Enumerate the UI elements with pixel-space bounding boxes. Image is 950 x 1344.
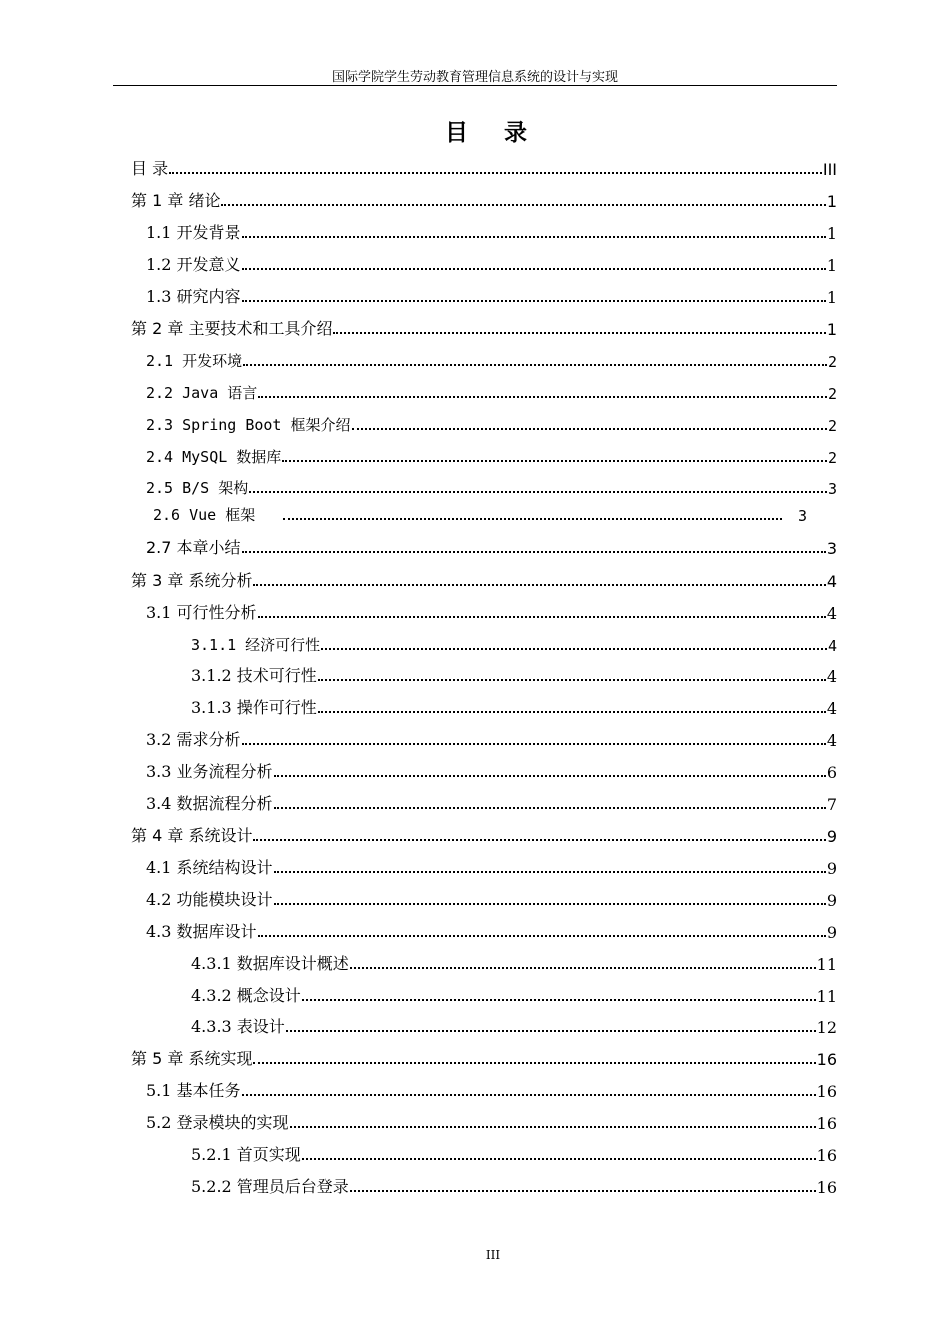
toc-entry-label: 4.3.2 概念设计 [191, 986, 301, 1005]
toc-entry-page: 4 [826, 667, 837, 686]
toc-entry-page: 16 [816, 1178, 837, 1197]
toc-entry[interactable] [146, 1109, 837, 1133]
toc-entry[interactable] [131, 315, 837, 339]
header-rule [113, 85, 837, 86]
toc-entry[interactable] [146, 474, 837, 498]
running-header: 国际学院学生劳动教育管理信息系统的设计与实现 [331, 70, 618, 85]
toc-entry[interactable] [146, 379, 837, 403]
toc-entry-page: 2 [827, 385, 837, 403]
toc-entry-page: 3 [797, 507, 807, 525]
toc-leader [350, 1190, 816, 1192]
toc-entry-label: 2.2 Java 语言 [146, 384, 258, 402]
toc-entry-page: 4 [827, 637, 837, 655]
toc-entry-page: 4 [826, 699, 837, 718]
toc-entry[interactable] [146, 918, 837, 942]
toc-entry-page: 7 [826, 795, 837, 814]
toc-entry-page: 2 [827, 353, 837, 371]
toc-entry-page: 1 [826, 256, 837, 275]
toc-leader [242, 300, 826, 302]
toc-entry-label: 3.4 数据流程分析 [146, 794, 273, 813]
toc-entry-label: 第 1 章 绪论 [131, 191, 221, 210]
toc-entry-page: 3 [826, 539, 837, 558]
toc-entry-label: 5.2.1 首页实现 [191, 1145, 301, 1164]
toc-entry-label: 2.7 本章小结 [146, 538, 241, 557]
toc-entry-label: 1.2 开发意义 [146, 255, 241, 274]
toc-entry-page: 9 [826, 891, 837, 910]
toc-leader [242, 551, 826, 553]
toc-entry[interactable] [146, 251, 837, 275]
toc-entry[interactable] [146, 854, 837, 878]
toc-entry[interactable] [146, 886, 837, 910]
toc-entry[interactable] [131, 822, 837, 846]
toc-leader [302, 999, 816, 1001]
toc-entry[interactable] [191, 1013, 837, 1037]
toc-entry-page: 9 [826, 923, 837, 942]
toc-entry-page: 3 [827, 480, 837, 498]
toc-entry[interactable] [191, 694, 837, 718]
toc-entry[interactable] [153, 501, 807, 525]
toc-leader [274, 903, 826, 905]
toc-entry-label: 3.1.2 技术可行性 [191, 666, 317, 685]
toc-entry-page: 16 [816, 1146, 837, 1165]
toc-entry-page: 6 [826, 763, 837, 782]
toc-leader [258, 616, 826, 618]
toc-entry-page: 12 [816, 1018, 837, 1037]
toc-entry-page: 9 [826, 827, 837, 846]
toc-entry[interactable] [146, 790, 837, 814]
toc-entry-label: 1.1 开发背景 [146, 223, 241, 242]
toc-leader [243, 364, 827, 366]
toc-entry[interactable] [191, 982, 837, 1006]
toc-entry-label: 4.3.1 数据库设计概述 [191, 954, 349, 973]
toc-entry-label: 2.4 MySQL 数据库 [146, 448, 282, 466]
toc-entry-label: 目 录 [131, 159, 169, 178]
toc-leader [352, 428, 827, 430]
toc-entry[interactable] [146, 534, 837, 558]
toc-leader [253, 839, 825, 841]
toc-entry[interactable] [146, 411, 837, 435]
toc-entry-page: III [822, 160, 837, 179]
toc-entry-label: 5.1 基本任务 [146, 1081, 241, 1100]
toc-entry-label: 3.1.1 经济可行性 [191, 636, 321, 654]
toc-entry-label: 1.3 研究内容 [146, 287, 241, 306]
toc-entry[interactable] [191, 631, 837, 655]
toc-entry-page: 1 [826, 192, 837, 211]
toc-entry-label: 4.1 系统结构设计 [146, 858, 273, 877]
toc-leader [350, 967, 816, 969]
toc-entry-label: 第 2 章 主要技术和工具介绍 [131, 319, 333, 338]
toc-entry-label: 3.3 业务流程分析 [146, 762, 273, 781]
toc-entry-page: 16 [816, 1114, 837, 1133]
toc-leader [286, 1030, 816, 1032]
toc-entry-label: 第 3 章 系统分析 [131, 571, 253, 590]
toc-entry-label: 3.2 需求分析 [146, 730, 241, 749]
toc-leader [169, 172, 822, 174]
toc-entry[interactable] [146, 758, 837, 782]
toc-entry-page: 2 [827, 417, 837, 435]
toc-entry-label: 4.2 功能模块设计 [146, 890, 273, 909]
toc-entry-label: 3.1 可行性分析 [146, 603, 257, 622]
toc-entry[interactable] [191, 950, 837, 974]
toc-entry-page: 16 [816, 1050, 837, 1069]
toc-entry-label: 5.2.2 管理员后台登录 [191, 1177, 349, 1196]
toc-leader [242, 236, 826, 238]
toc-leader [321, 648, 827, 650]
toc-leader [274, 775, 826, 777]
toc-entry-label: 4.3.3 表设计 [191, 1017, 285, 1036]
toc-leader [283, 518, 782, 520]
toc-leader [318, 679, 826, 681]
toc-entry[interactable] [191, 1141, 837, 1165]
toc-entry[interactable] [131, 567, 837, 591]
toc-leader [253, 1062, 815, 1064]
toc-entry-page: 11 [816, 955, 837, 974]
toc-leader [333, 332, 825, 334]
toc-entry[interactable] [146, 219, 837, 243]
toc-entry-page: 11 [816, 987, 837, 1006]
toc-entry-label: 2.3 Spring Boot 框架介绍 [146, 416, 351, 434]
toc-entry-label: 2.6 Vue 框架 [153, 506, 256, 524]
toc-entry-label: 第 4 章 系统设计 [131, 826, 253, 845]
toc-leader [302, 1158, 816, 1160]
toc-leader [274, 871, 826, 873]
toc-entry-page: 4 [826, 731, 837, 750]
toc-entry-page: 4 [826, 572, 837, 591]
toc-leader [274, 807, 826, 809]
toc-entry-label: 3.1.3 操作可行性 [191, 698, 317, 717]
page-number: III [485, 1248, 501, 1262]
toc-entry[interactable] [146, 347, 837, 371]
toc-entry-page: 16 [816, 1082, 837, 1101]
toc-leader [221, 204, 825, 206]
toc-entry-page: 9 [826, 859, 837, 878]
toc-entry-label: 5.2 登录模块的实现 [146, 1113, 289, 1132]
toc-entry-page: 1 [826, 288, 837, 307]
toc-leader [290, 1126, 816, 1128]
toc-leader [242, 743, 826, 745]
toc-entry-page: 1 [826, 320, 837, 339]
toc-leader [282, 460, 827, 462]
page-title: 目 录 [444, 120, 541, 146]
toc-entry[interactable] [146, 1077, 837, 1101]
toc-leader [318, 711, 826, 713]
toc-entry-label: 4.3 数据库设计 [146, 922, 257, 941]
toc-entry[interactable] [131, 155, 837, 179]
toc-entry-label: 2.1 开发环境 [146, 352, 243, 370]
toc-entry[interactable] [146, 283, 837, 307]
toc-leader [249, 491, 827, 493]
toc-entry-label: 第 5 章 系统实现 [131, 1049, 253, 1068]
toc-entry[interactable] [146, 726, 837, 750]
toc-entry[interactable] [191, 1173, 837, 1197]
toc-leader [242, 1094, 816, 1096]
toc-entry-page: 1 [826, 224, 837, 243]
toc-leader [242, 268, 826, 270]
toc-entry[interactable] [131, 187, 837, 211]
toc-entry[interactable] [146, 599, 837, 623]
toc-leader [253, 584, 825, 586]
toc-entry[interactable] [131, 1045, 837, 1069]
toc-leader [258, 396, 827, 398]
toc-entry-page: 4 [826, 604, 837, 623]
toc-entry-page: 2 [827, 449, 837, 467]
toc-entry-label: 2.5 B/S 架构 [146, 479, 249, 497]
toc-entry[interactable] [146, 443, 837, 467]
toc-leader [258, 935, 826, 937]
toc-entry[interactable] [191, 662, 837, 686]
